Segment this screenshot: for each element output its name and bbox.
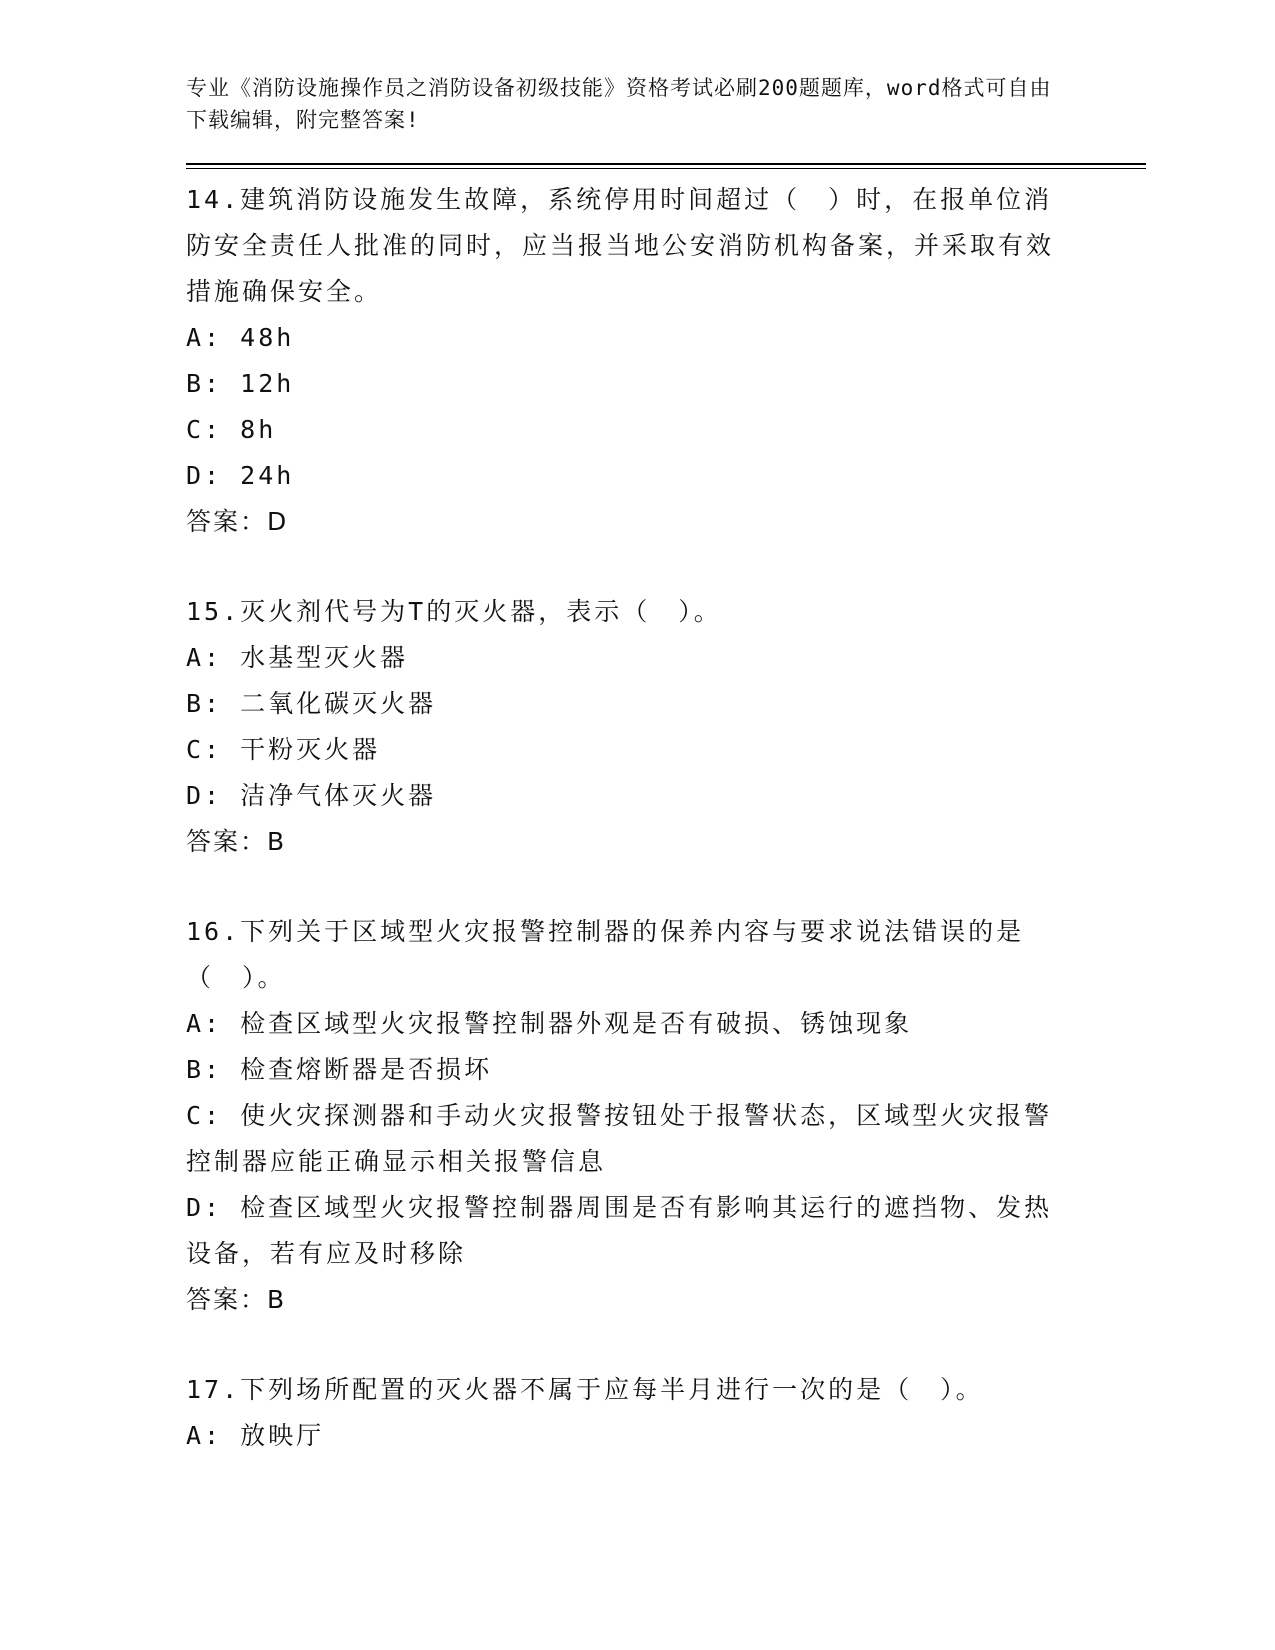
question-text: 17.下列场所配置的灭火器不属于应每半月进行一次的是（ ）。: [186, 1375, 984, 1404]
option-c: C: 8h: [186, 415, 277, 444]
question-text: 14.建筑消防设施发生故障，系统停用时间超过（ ）时，在报单位消防安全责任人批准的同时，应当报当地公安消防机构备案，并采取有效措施确保安全。: [186, 185, 1055, 306]
option-d: D: 24h: [186, 461, 295, 490]
option-c: C: 干粉灭火器: [186, 735, 381, 764]
option-c: C: 使火灾探测器和手动火灾报警按钮处于报警状态，区域型火灾报警控制器应能正确显示相关报警信息: [186, 1101, 1053, 1176]
document-header: 专业《消防设施操作员之消防设备初级技能》资格考试必刷200题题库，word格式可自由下载编辑，附完整答案!: [186, 76, 1052, 132]
option-d: D: 洁净气体灭火器: [186, 781, 437, 810]
option-b: B: 检查熔断器是否损坏: [186, 1055, 493, 1084]
question-14: [186, 177, 1146, 545]
option-a: A: 检查区域型火灾报警控制器外观是否有破损、锈蚀现象: [186, 1009, 913, 1038]
option-a: A: 水基型灭火器: [186, 643, 409, 672]
option-d: D: 检查区域型火灾报警控制器周围是否有影响其运行的遮挡物、发热设备，若有应及时移除: [186, 1193, 1053, 1268]
question-16: [186, 909, 1146, 1323]
question-15: [186, 589, 1146, 865]
divider-thick: [186, 163, 1146, 165]
option-b: B: 12h: [186, 369, 295, 398]
question-17: [186, 1367, 1146, 1459]
option-a: A: 48h: [186, 323, 295, 352]
answer-line: 答案：B: [186, 827, 287, 856]
document-page: [186, 72, 1146, 1503]
option-b: B: 二氧化碳灭火器: [186, 689, 437, 718]
header-divider: [186, 163, 1146, 169]
answer-line: 答案：B: [186, 1285, 287, 1314]
question-list: [186, 177, 1146, 1459]
divider-thin: [186, 168, 1146, 169]
question-text: 15.灭火剂代号为T的灭火器，表示（ ）。: [186, 597, 722, 626]
answer-line: 答案：D: [186, 507, 289, 536]
option-a: A: 放映厅: [186, 1421, 325, 1450]
question-text: 16.下列关于区域型火灾报警控制器的保养内容与要求说法错误的是（ ）。: [186, 917, 1025, 992]
